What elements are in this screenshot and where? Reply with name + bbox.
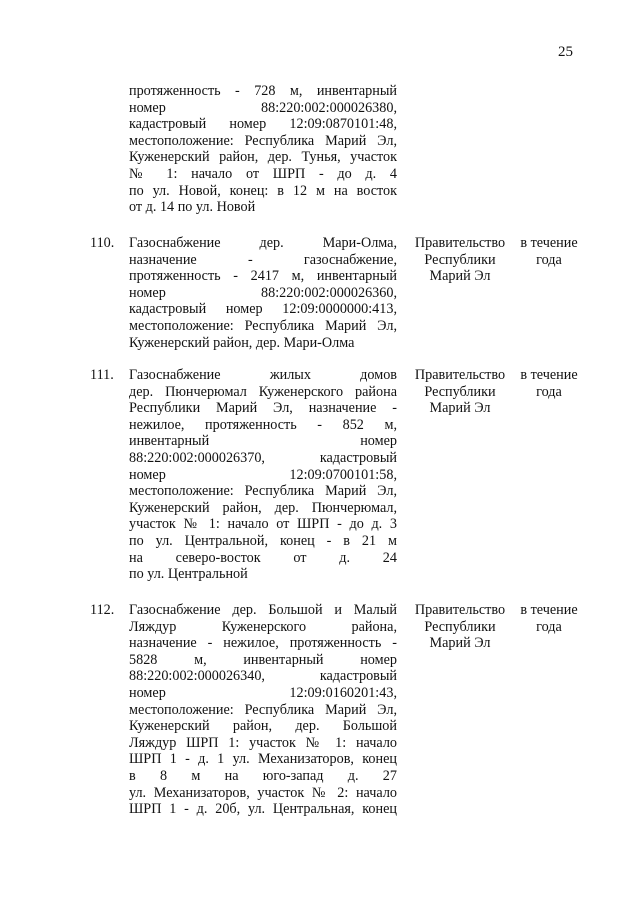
page-number: 25 [558, 44, 573, 60]
text-line: местоположение: Республика Марий Эл, [129, 483, 397, 500]
executor-line: Правительство [414, 367, 506, 383]
text-line: номер 12:09:0700101:58, [129, 466, 397, 483]
term-line: года [536, 251, 562, 268]
item-number: 110. [90, 235, 115, 251]
item-description [129, 602, 397, 818]
text-line: на северо-восток от д. 24 [129, 549, 397, 566]
text-line: Ляждур ШРП 1: участок № 1: начало [129, 734, 397, 751]
text-line: Газоснабжение дер. Большой и Малый [129, 602, 397, 618]
text-line: инвентарный номер [129, 433, 397, 450]
executor-line: Марий Эл [429, 268, 491, 285]
text-line: Газоснабжение жилых домов [129, 367, 397, 383]
text-line: по ул. Центральной [129, 566, 248, 583]
text-line: Куженерский район, дер. Мари-Олма [129, 334, 355, 351]
item-description [129, 235, 397, 351]
term-line: в течение [520, 235, 578, 251]
text-line: назначение - газоснабжение, [129, 251, 397, 268]
item-term [516, 235, 582, 268]
term-line: года [536, 383, 562, 400]
term-line: в течение [520, 367, 578, 383]
text-line: кадастровый номер 12:09:0000000:413, [129, 301, 397, 318]
text-line: 88:220:002:000026370, кадастровый [129, 449, 397, 466]
item-executor [407, 235, 513, 285]
item-executor [407, 602, 513, 652]
executor-line: Республики [424, 251, 496, 268]
text-line: протяженность - 728 м, инвентарный [129, 83, 397, 99]
item-description [129, 367, 397, 583]
text-line: номер 88:220:002:000026360, [129, 284, 397, 301]
executor-line: Марий Эл [429, 635, 491, 652]
text-line: Куженерский район, дер. Большой [129, 718, 397, 735]
item-term [516, 602, 582, 635]
text-line: ул. Механизаторов, участок № 2: начало [129, 784, 397, 801]
text-line: местоположение: Республика Марий Эл, [129, 132, 397, 149]
text-line: участок № 1: начало от ШРП - до д. 3 [129, 516, 397, 533]
text-line: номер 12:09:0160201:43, [129, 684, 397, 701]
text-line: ШРП 1 - д. 1 ул. Механизаторов, конец [129, 751, 397, 768]
item-executor [407, 367, 513, 417]
text-line: Газоснабжение дер. Мари-Олма, [129, 235, 397, 251]
executor-line: Правительство [414, 235, 506, 251]
text-line: по ул. Центральной, конец - в 21 м [129, 532, 397, 549]
text-line: номер 88:220:002:000026380, [129, 99, 397, 116]
term-line: в течение [520, 602, 578, 618]
item-number: 112. [90, 602, 115, 618]
text-line: 5828 м, инвентарный номер [129, 651, 397, 668]
text-line: дер. Пюнчерюмал Куженерского района [129, 383, 397, 400]
text-line: местоположение: Республика Марий Эл, [129, 701, 397, 718]
text-line: Ляждур Куженерского района, [129, 618, 397, 635]
item-number: 111. [90, 367, 114, 383]
text-line: Республики Марий Эл, назначение - [129, 400, 397, 417]
text-line: 88:220:002:000026340, кадастровый [129, 668, 397, 685]
text-line: местоположение: Республика Марий Эл, [129, 317, 397, 334]
text-line: кадастровый номер 12:09:0870101:48, [129, 116, 397, 133]
item-term [516, 367, 582, 400]
executor-line: Республики [424, 383, 496, 400]
executor-line: Марий Эл [429, 400, 491, 417]
item-description [129, 83, 397, 216]
text-line: ШРП 1 - д. 20б, ул. Центральная, конец [129, 801, 397, 818]
executor-line: Республики [424, 618, 496, 635]
text-line: Куженерский район, дер. Тунья, участок [129, 149, 397, 166]
text-line: в 8 м на юго-запад д. 27 [129, 767, 397, 784]
text-line: назначение - нежилое, протяженность - [129, 635, 397, 652]
text-line: по ул. Новой, конец: в 12 м на восток [129, 182, 397, 199]
term-line: года [536, 618, 562, 635]
text-line: протяженность - 2417 м, инвентарный [129, 268, 397, 285]
text-line: № 1: начало от ШРП - до д. 4 [129, 165, 397, 182]
text-line: от д. 14 по ул. Новой [129, 199, 256, 216]
executor-line: Правительство [414, 602, 506, 618]
text-line: Куженерский район, дер. Пюнчерюмал, [129, 499, 397, 516]
text-line: нежилое, протяженность - 852 м, [129, 416, 397, 433]
